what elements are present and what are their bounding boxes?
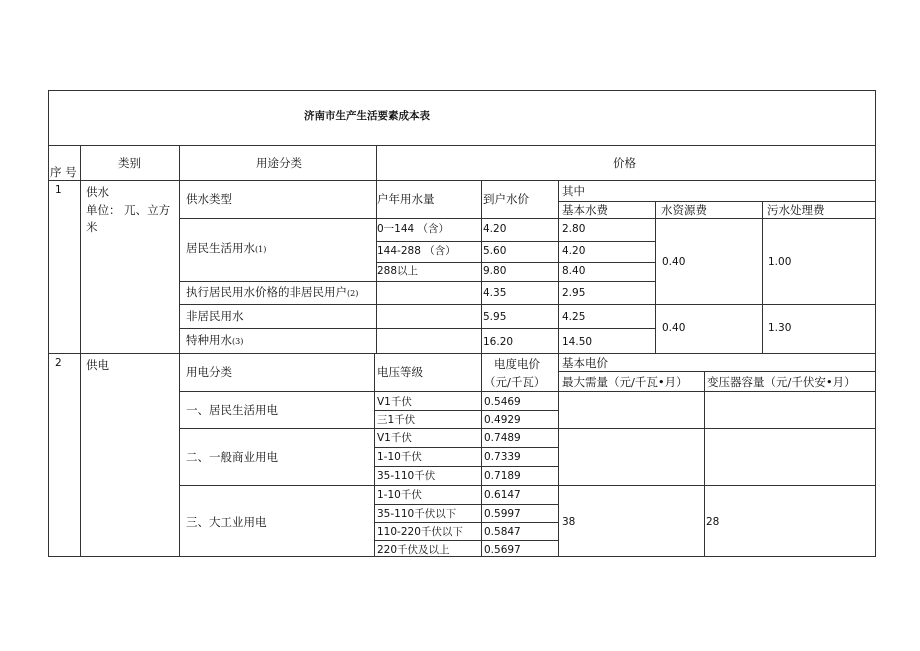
water-name: 供水 xyxy=(86,185,109,199)
grid-line xyxy=(179,145,180,557)
water-unit-line1: 单位： 兀、立方 xyxy=(86,203,171,217)
power-price: 0.6147 xyxy=(484,489,521,501)
power-price: 0.5697 xyxy=(484,544,521,556)
power-voltage: 35-110千伏以下 xyxy=(377,508,457,520)
power-price: 0.7189 xyxy=(484,470,521,482)
power-price-header-2: （元/千瓦） xyxy=(484,375,546,389)
quasi-residential-basic: 2.95 xyxy=(562,287,586,299)
grid-line xyxy=(762,201,763,353)
power-price: 0.5469 xyxy=(484,396,521,408)
tier2-price: 5.60 xyxy=(483,245,507,257)
power-voltage: 220千伏及以上 xyxy=(377,544,450,556)
tier1-basic: 2.80 xyxy=(562,223,586,235)
quasi-residential-price: 4.35 xyxy=(483,287,507,299)
industrial-max-demand: 38 xyxy=(562,516,576,528)
grid-line xyxy=(179,391,876,392)
grid-line xyxy=(179,218,876,219)
power-price: 0.7339 xyxy=(484,451,521,463)
power-group-residential: 一、居民生活用电 xyxy=(186,403,278,417)
water-sewage-fee-header: 污水处理费 xyxy=(767,203,825,217)
non-residential-basic: 4.25 xyxy=(562,311,586,323)
nonres-resource-fee: 0.40 xyxy=(662,322,686,334)
header-price: 价格 xyxy=(613,156,636,170)
special-water-price: 16.20 xyxy=(483,336,514,348)
power-transformer-header: 变压器容量（元/千伏安•月） xyxy=(707,375,856,389)
grid-line xyxy=(374,410,558,411)
industrial-transformer: 28 xyxy=(706,516,720,528)
non-residential-label: 非居民用水 xyxy=(186,309,244,323)
power-voltage: 1-10千伏 xyxy=(377,451,422,463)
residential-water-label: 居民生活用水(1) xyxy=(186,241,267,255)
grid-line xyxy=(179,304,876,305)
grid-line xyxy=(374,447,558,448)
power-price: 0.4929 xyxy=(484,414,521,426)
grid-line xyxy=(374,466,558,467)
power-usage-header: 用电分类 xyxy=(186,365,232,379)
water-price-header: 到户水价 xyxy=(483,192,529,206)
grid-line xyxy=(80,145,81,557)
water-type-header: 供水类型 xyxy=(186,192,232,206)
power-name: 供电 xyxy=(86,358,109,372)
quasi-residential-label: 执行居民用水价格的非居民用户(2) xyxy=(186,285,359,299)
power-voltage: 110-220千伏以下 xyxy=(377,526,463,538)
power-voltage-header: 电压等级 xyxy=(377,365,423,379)
power-price-header-1: 电度电价 xyxy=(494,357,540,371)
water-unit-line2: 米 xyxy=(86,220,98,234)
tier1-volume: 0一144 （含） xyxy=(377,223,450,235)
grid-line xyxy=(558,201,876,202)
grid-line xyxy=(48,180,876,181)
power-price: 0.7489 xyxy=(484,432,521,444)
tier3-price: 9.80 xyxy=(483,265,507,277)
power-voltage: 35-110千伏 xyxy=(377,470,436,482)
special-water-basic: 14.50 xyxy=(562,336,593,348)
residential-resource-fee: 0.40 xyxy=(662,256,686,268)
header-usage: 用途分类 xyxy=(256,156,302,170)
power-voltage: 三1千伏 xyxy=(377,414,416,426)
grid-line xyxy=(376,262,655,263)
grid-line xyxy=(655,201,656,353)
non-residential-price: 5.95 xyxy=(483,311,507,323)
grid-line xyxy=(558,353,559,557)
tier3-basic: 8.40 xyxy=(562,265,586,277)
power-voltage: V1千伏 xyxy=(377,432,412,444)
tier2-basic: 4.20 xyxy=(562,245,586,257)
grid-line xyxy=(374,540,558,541)
grid-line xyxy=(376,241,655,242)
power-basic-header: 基本电价 xyxy=(562,356,608,370)
water-volume-header: 户年用水量 xyxy=(377,192,435,206)
tier3-volume: 288以上 xyxy=(377,265,419,277)
water-among-header: 其中 xyxy=(562,184,585,198)
power-price: 0.5997 xyxy=(484,508,521,520)
special-water-label: 特种用水(3) xyxy=(186,333,244,347)
power-group-industrial: 三、大工业用电 xyxy=(186,515,267,529)
power-voltage: V1千伏 xyxy=(377,396,412,408)
water-seq: 1 xyxy=(55,184,62,196)
table-title: 济南市生产生活要素成本表 xyxy=(304,110,430,122)
grid-line xyxy=(179,281,655,282)
grid-line xyxy=(704,371,705,557)
table-frame xyxy=(48,90,876,557)
tier1-price: 4.20 xyxy=(483,223,507,235)
grid-line xyxy=(179,328,655,329)
water-basic-fee-header: 基本水费 xyxy=(562,203,608,217)
grid-line xyxy=(48,353,876,354)
power-max-demand-header: 最大需量（元/千瓦•月） xyxy=(562,375,688,389)
grid-line xyxy=(374,353,375,557)
grid-line xyxy=(374,504,558,505)
grid-line xyxy=(376,145,377,180)
grid-line xyxy=(179,428,876,429)
header-seq: 序 号 xyxy=(50,165,77,179)
power-voltage: 1-10千伏 xyxy=(377,489,422,501)
grid-line xyxy=(374,522,558,523)
tier2-volume: 144-288 （含） xyxy=(377,245,456,257)
power-price: 0.5847 xyxy=(484,526,521,538)
grid-line xyxy=(179,485,876,486)
residential-sewage-fee: 1.00 xyxy=(768,256,792,268)
power-seq: 2 xyxy=(55,357,62,369)
water-resource-fee-header: 水资源费 xyxy=(661,203,707,217)
nonres-sewage-fee: 1.30 xyxy=(768,322,792,334)
grid-line xyxy=(558,371,876,372)
power-group-commercial: 二、一般商业用电 xyxy=(186,450,278,464)
grid-line xyxy=(481,353,482,557)
grid-line xyxy=(48,145,876,146)
header-category: 类别 xyxy=(118,156,141,170)
